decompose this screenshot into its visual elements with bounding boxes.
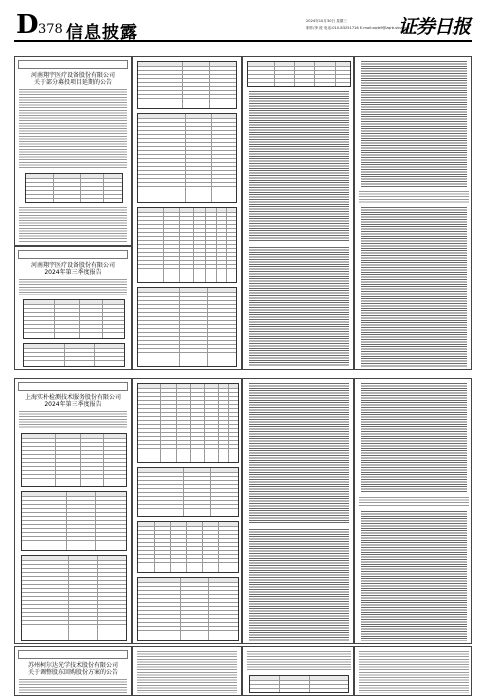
article-quarterly-report-2 (14, 378, 132, 644)
article-bottom-body-2 (242, 646, 354, 696)
article-heading-frame (18, 382, 128, 391)
newspaper-logo: 证券日报 (397, 16, 470, 38)
data-table (25, 173, 123, 203)
data-table (249, 675, 349, 693)
article-company: 上海实朴检测技术服务股份有限公司 (24, 394, 121, 401)
article-buyback-adjustment (14, 646, 132, 696)
article-body-text (359, 191, 469, 203)
article-body-text (137, 651, 237, 693)
financial-statement (249, 529, 349, 641)
data-table (21, 555, 127, 641)
article-body-text (19, 679, 127, 693)
article-title: 2024年第三季度报告 (44, 269, 102, 276)
article-heading-frame (18, 250, 128, 259)
financial-tables-upper (132, 56, 242, 370)
page-number: 378 (38, 22, 63, 37)
article-body-text (19, 89, 127, 169)
article-title: 关于部分募投项目延期的公告 (33, 79, 112, 86)
data-table (137, 521, 239, 573)
financial-statement (361, 207, 467, 367)
financial-statement (249, 91, 349, 241)
data-table (247, 61, 351, 87)
article-body-text (19, 279, 127, 295)
article-heading-frame (18, 650, 128, 659)
article-company: 河南翔宇医疗设备股份有限公司 (30, 72, 115, 79)
article-heading-frame (18, 60, 128, 69)
data-table (21, 491, 127, 551)
financial-statement (361, 511, 467, 641)
article-company: 苏州柯尔达光学技术股份有限公司 (27, 662, 118, 669)
data-table (137, 467, 239, 517)
data-table (137, 287, 237, 367)
article-body-text (359, 651, 469, 693)
article-quarterly-report-1 (14, 246, 132, 370)
article-bottom-body-3 (354, 646, 472, 696)
data-table (23, 299, 125, 339)
article-body-text (359, 497, 469, 507)
article-title: 2024年第三季度报告 (44, 401, 102, 408)
data-table (137, 113, 237, 203)
data-table (137, 61, 237, 109)
shareholder-table (137, 207, 237, 283)
data-table (137, 577, 239, 641)
shareholder-table (137, 383, 239, 463)
financial-tables-col4-upper (354, 56, 472, 370)
article-body-text (19, 207, 127, 243)
financial-tables-col4-lower (354, 378, 472, 644)
data-table (23, 343, 125, 367)
financial-statement (361, 61, 467, 187)
financial-tables-col3-lower (242, 378, 354, 644)
financial-tables-lower (132, 378, 242, 644)
article-announcement-1 (14, 56, 132, 246)
data-table (21, 433, 127, 487)
section-title: 信息披露 (66, 23, 138, 43)
article-body-text (247, 651, 351, 671)
article-body-text (19, 411, 127, 429)
financial-statement (361, 383, 467, 493)
financial-statement (249, 247, 349, 367)
page-letter: D (16, 10, 39, 40)
article-bottom-body-1 (132, 646, 242, 696)
editor-contact: 制作/李 波 电话:010-83251716 E-mail:zqrb9@zqrb.sina.net (306, 26, 410, 30)
article-company: 河南翔宇医疗设备股份有限公司 (30, 262, 115, 269)
issue-date: 2024年10月30日 星期三 (306, 19, 347, 23)
article-title: 关于调整股东回购股份方案的公告 (27, 669, 118, 676)
financial-statement (249, 383, 349, 523)
financial-tables-col3-upper (242, 56, 354, 370)
